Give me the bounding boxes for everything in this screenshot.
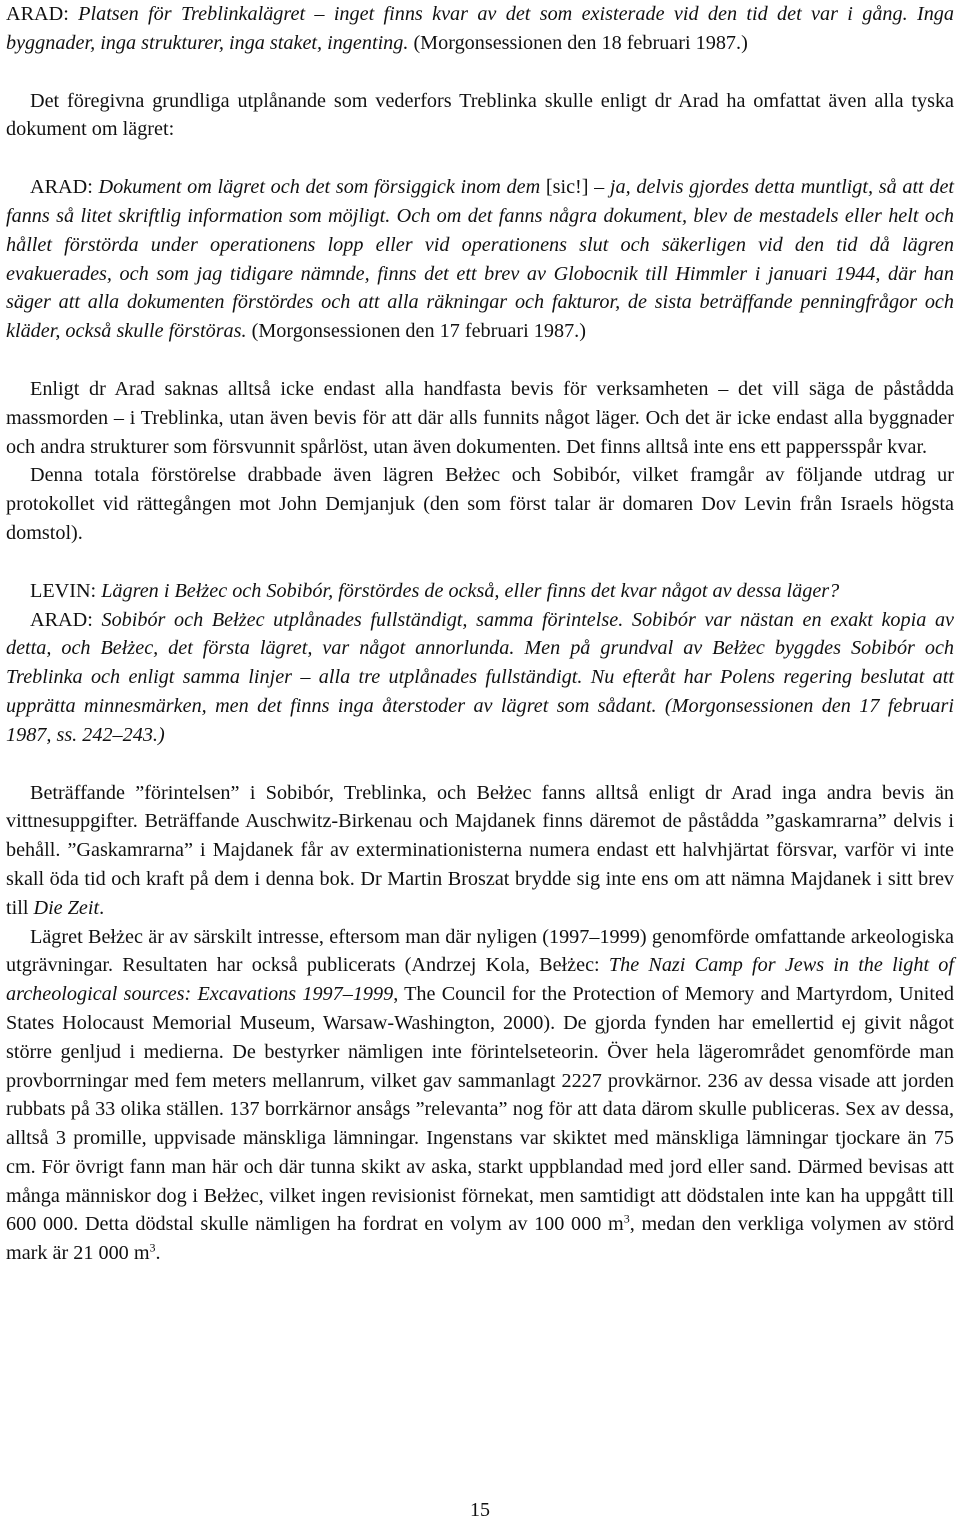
text-run: , medan den verkliga volymen av störd mark är 21 000 m	[6, 1213, 954, 1265]
text-run: Denna totala förstörelse drabbade även lägren Bełżec och Sobibór, vilket framgår av följande utdrag ur protokollet vid rättegången mot John Demjanjuk (den som först talar är domaren Dov Levin från Israels högsta domstol).	[6, 464, 954, 544]
superscript: 3	[623, 1211, 630, 1226]
paragraph-witness-testimony	[6, 779, 954, 923]
paragraph-belzec-excavations	[6, 923, 954, 1269]
quote-levin	[6, 577, 954, 606]
italic-text: Lägren i Bełżec och Sobibór, förstördes de också, eller finns det kvar något av dessa läger?	[101, 579, 840, 602]
text-run: (Morgonsessionen den 18 februari 1987.)	[408, 31, 748, 54]
text-run: , The Council for the Protection of Memory and Martyrdom, United States Holocaust Memorial Museum, Warsaw-Washington, 2000). De gjorda fynden har emellertid ej givit något större genljud i medierna. De bestyrker nämligen inte förintelseteorin. Över hela lägerområdet genomförde man provborrningar med fem meters mellanrum, vilket gav sammanlagt 2227 provkärnor. 236 av dessa visade att jorden rubbats på 33 olika ställen. 137 borrkärnor ansågs ”relevanta” nog för att data därom skulle publiceras. Sex av dessa, alltså 3 promille, uppvisade mänskliga lämningar. Ingenstans var skiktet med mänskliga lämningar tjockare än 75 cm. För övrigt fann man här och där tunna skikt av aska, starkt uppblandad med jord eller sand. Därmed bevisas att många människor dog i Bełżec, vilket ingen revisionist förnekat, men samtidigt att dödstalen inte kan ha uppgått till 600 000. Detta dödstal skulle nämligen ha fordrat en volym av 100 000 m	[6, 983, 954, 1236]
text-run: Lägret Bełżec är av särskilt intresse, eftersom man där nyligen (1997–1999) genomförde omfattande arkeologiska utgrävningar. Resultaten har också publicerats (Andrzej Kola, Bełżec:	[6, 925, 954, 977]
italic-text: Platsen för Treblinkalägret – inget finns kvar av det som existerade vid den tid det var i gång. Inga byggnader, inga strukturer, inga staket, ingenting.	[6, 3, 954, 54]
text-run: .	[155, 1242, 161, 1265]
text-run: Det föregivna grundliga utplånande som vederfors Treblinka skulle enligt dr Arad ha omfattat även alla tyska dokument om lägret:	[6, 89, 954, 141]
document-page	[6, 0, 954, 1268]
paragraph-no-proof	[6, 375, 954, 461]
quote-arad-sobibor	[6, 606, 954, 750]
text-run: .	[99, 896, 105, 919]
page-number: 15	[470, 1499, 490, 1521]
text-run: ARAD:	[6, 3, 79, 25]
text-run: Beträffande ”förintelsen” i Sobibór, Treblinka, och Bełżec fanns alltså enligt dr Arad inga andra bevis än vittnesuppgifter. Beträffande Auschwitz-Birkenau och Majdanek finns däremot de påstådda ”gaskamrarna” delvis i behåll. ”Gaskamrarna” i Majdanek får av exterminationisterna numera endast ett halvhjärtat försvar, varför vi inte skall öda tid och kraft på dem i denna bok. Dr Martin Broszat brydde sig inte ens om att nämna Majdanek i sitt brev till	[6, 781, 954, 919]
quote-arad-documents	[6, 173, 954, 346]
quote-arad-treblinka-site	[6, 0, 954, 58]
text-run: ARAD:	[30, 608, 102, 631]
text-run: (Morgonsessionen den 17 februari 1987.)	[246, 320, 586, 343]
italic-text: Sobibór och Bełżec utplånades fullständigt, samma förintelse. Sobibór var nästan en exakt kopia av detta, och Bełżec, det första lägret, var något annorlunda. Men på grundval av Bełżec byggdes Sobibór och Treblinka och enligt samma linjer – alla tre utplånades fullständigt. Nu efteråt har Polens regering beslutat att upprätta minnesmärken, men det finns inga återstoder av lägret som sådant. (Morgonsessionen den 17 februari 1987, ss. 242–243.)	[6, 608, 955, 746]
text-run: ARAD:	[30, 176, 99, 199]
italic-text: Die Zeit	[33, 896, 100, 919]
italic-text: Dokument om lägret och det som försiggick inom dem	[98, 176, 546, 199]
text-run: [sic!]	[545, 176, 589, 199]
paragraph-total-destruction	[6, 461, 954, 547]
text-run: Enligt dr Arad saknas alltså icke endast alla handfasta bevis för verksamheten – det vill säga de påstådda massmorden – i Treblinka, utan även bevis för att där alls funnits något läger. Och det är icke endast alla byggnader och andra strukturer som försvunnit spårlöst, utan även dokumenten. Det finns alltså inte ens ett pappersspår kvar.	[6, 377, 954, 458]
italic-text: – ja, delvis gjordes detta muntligt, så att det fanns så litet skriftlig information som möjligt. Och om det fanns några dokument, blev de mestadels eller helt och hållet förstörda under operationens lopp eller vid operationens slut och säkerligen vid den tid då lägren evakuerades, och som jag tidigare nämnde, finns det ett brev av Globocnik till Himmler i januari 1944, där han säger att alla dokumenten förstördes och att alla räkningar och fakturor, de sista beträffande penningfrågor och kläder, också skulle förstöras.	[6, 176, 955, 343]
italic-text: The Nazi Camp for Jews in the light of archeological sources: Excavations 1997–1999	[6, 954, 955, 1006]
superscript: 3	[149, 1240, 156, 1255]
paragraph-documents-erased	[6, 87, 954, 145]
text-run: LEVIN:	[30, 579, 102, 602]
